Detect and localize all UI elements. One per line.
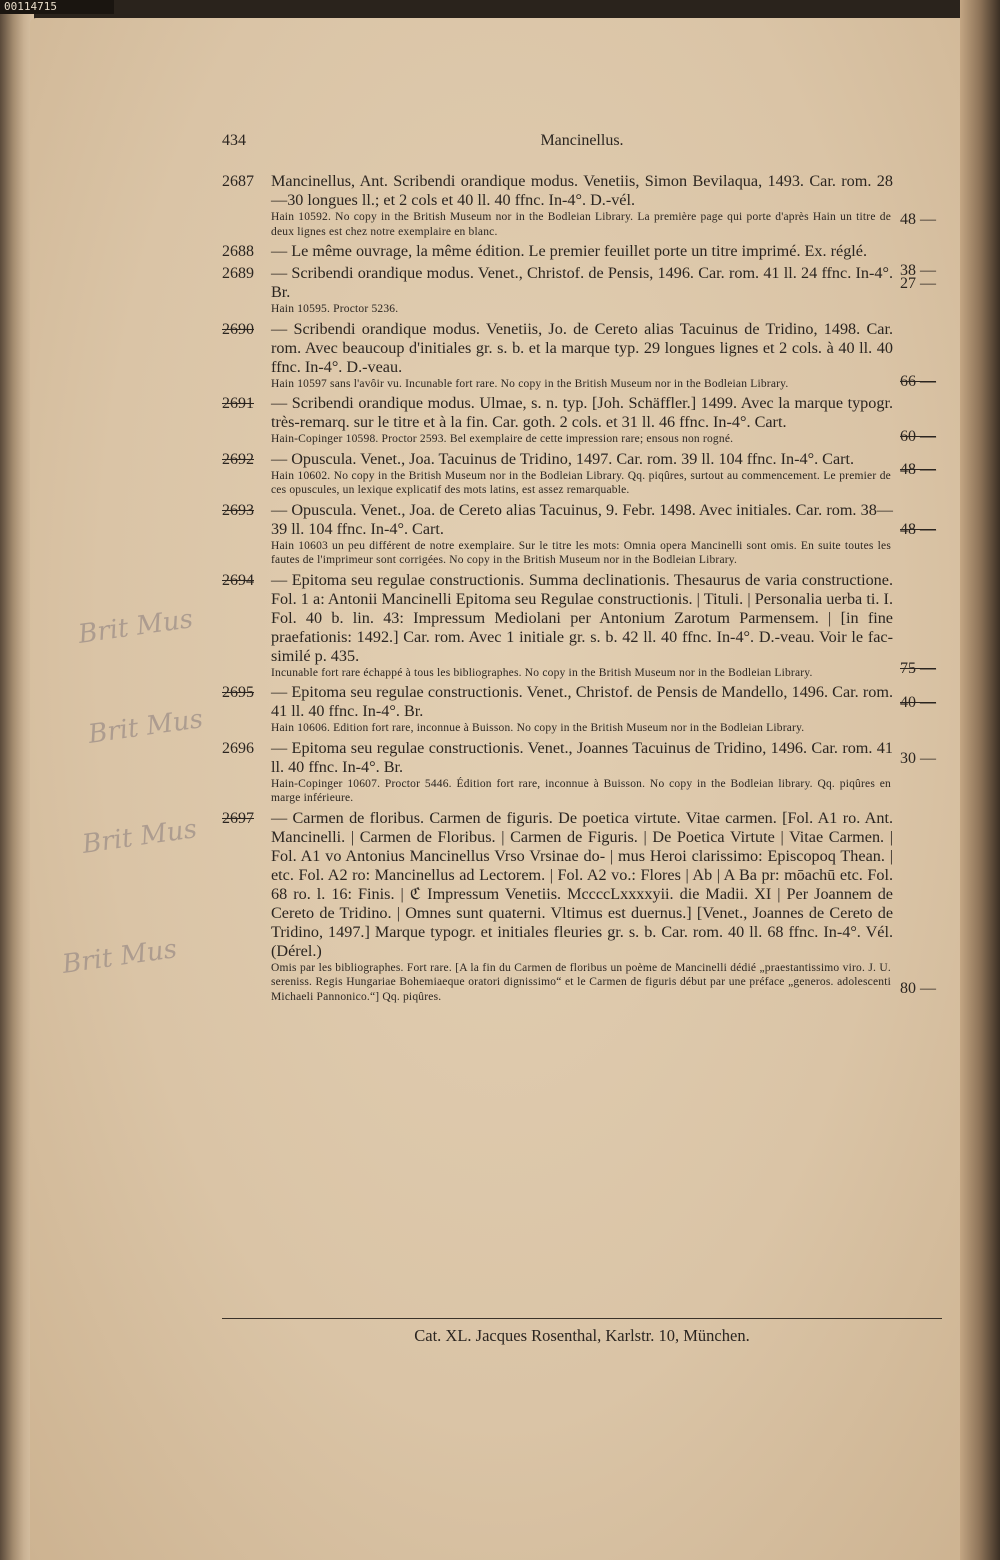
page-number: 434 bbox=[222, 132, 246, 149]
book-gutter bbox=[960, 0, 1000, 1560]
catalog-entry bbox=[222, 571, 944, 681]
lot-number: 2693 bbox=[222, 501, 254, 519]
lot-number: 2687 bbox=[222, 173, 254, 190]
lot-price: 27 — bbox=[900, 275, 936, 292]
lot-price: 80 — bbox=[900, 979, 936, 997]
catalog-entry bbox=[222, 809, 944, 1005]
entry-note: Hain 10592. No copy in the British Museum nor in the Bodleian Library. La première page qui porte d'après Hain un titre de deux lignes est chez notre exemplaire en blanc. bbox=[271, 211, 891, 238]
catalog-entry bbox=[222, 739, 944, 806]
entry-description: — Opuscula. Venet., Joa. Tacuinus de Tridino, 1497. Car. rom. 39 ll. 104 ffnc. In-4°. Cart. bbox=[271, 449, 855, 468]
catalog-entry bbox=[222, 683, 944, 736]
lot-price: 30 — bbox=[900, 749, 936, 767]
lot-number: 2695 bbox=[222, 684, 254, 701]
lot-price: 75 — bbox=[900, 659, 936, 677]
running-title: Mancinellus. bbox=[540, 132, 624, 149]
footer-rule bbox=[222, 1318, 942, 1319]
entry-description: — Opuscula. Venet., Joa. de Cereto alias Tacuinus, 9. Febr. 1498. Avec initiales. Car. rom. 38—39 ll. 104 ffnc. In-4°. Cart. bbox=[271, 500, 893, 538]
entry-description: — Le même ouvrage, la même édition. Le premier feuillet porte un titre imprimé. Ex. réglé. bbox=[271, 242, 868, 260]
page-header bbox=[222, 132, 942, 156]
entry-note: Hain 10603 un peu différent de notre exemplaire. Sur le titre les mots: Omnia opera Mancinelli sont omis. En suite toutes les fautes de l'imprimeur sont corrigées. No copy in the British Museum nor in the Bodleian Library. bbox=[271, 539, 891, 566]
catalog-entry bbox=[222, 394, 944, 447]
entry-note: Hain-Copinger 10607. Proctor 5446. Édition fort rare, inconnue à Buisson. No copy in the Bodleian library. Qq. piqûres en marge inférieure. bbox=[271, 777, 891, 804]
entry-note: Hain-Copinger 10598. Proctor 2593. Bel exemplaire de cette impression rare; ensous non rogné. bbox=[271, 433, 734, 445]
lot-number: 2697 bbox=[222, 809, 254, 827]
entry-description: Mancinellus, Ant. Scribendi orandique modus. Venetiis, Simon Bevilaqua, 1493. Car. rom. 28—30 longues ll.; et 2 cols et 40 ll. 40 ffnc. In-4°. D.-vél. bbox=[271, 172, 893, 209]
page-edge bbox=[0, 0, 34, 1560]
lot-number: 2691 bbox=[222, 395, 254, 412]
page-footer: Cat. XL. Jacques Rosenthal, Karlstr. 10, München. bbox=[414, 1326, 750, 1345]
entry-description: — Scribendi orandique modus. Ulmae, s. n. typ. [Joh. Schäffler.] 1499. Avec la marque typogr. très-remarq. sur le titre et à la fin. Car. goth. 2 cols. et 31 ll. 46 ffnc. In-4°. Cart. bbox=[271, 394, 893, 431]
catalog-entry bbox=[222, 264, 944, 317]
lot-price: 48 — bbox=[900, 211, 936, 228]
lot-number: 2694 bbox=[222, 571, 254, 589]
lot-price: 48 — bbox=[900, 460, 936, 478]
lot-price: 48 — bbox=[900, 520, 936, 538]
handwritten-note: Brit Mus bbox=[76, 604, 195, 650]
lot-price: 66 — bbox=[900, 372, 936, 390]
lot-number: 2690 bbox=[222, 320, 254, 338]
handwritten-note: Brit Mus bbox=[60, 934, 179, 980]
catalog-entry bbox=[222, 172, 944, 239]
entry-description: — Carmen de floribus. Carmen de figuris. De poetica virtute. Vitae carmen. [Fol. A1 ro. Ant. Mancinelli. | Carmen de Floribus. | Carmen de Figuris. | De Poetica Virtute | Vitae Carmen. | Fol. A1 vo Antonius Mancinellus Vrso Vrsinae do- | mus Heroi clarissimo: Episcopoq Thean. | etc. Fol. A2 ro: Mancinellus ad Lectorem. | Fol. A2 vo.: Flores | Ab | A Ba pr: mōachū etc. Fol. 68 ro. l. 16: Finis. | ℭ Impressum Venetiis. MccccLxxxxyii. die Madii. XI | Per Joannem de Cereto de Tridino. | Omnes sunt quaterni. Vltimus est duernus.] [Venet., Joannes de Cereto de Tridino, 1497.] Marque typogr. et initiales fleuries gr. s. b. Car. rom. 40 ll. 68 ffnc. In-4°. Vél. (Dérel.) bbox=[271, 808, 893, 960]
scan-stamp: 00114715 bbox=[0, 0, 114, 14]
handwritten-note: Brit Mus bbox=[86, 704, 205, 750]
lot-number: 2692 bbox=[222, 450, 254, 468]
entry-description: — Epitoma seu regulae constructionis. Venet., Christof. de Pensis de Mandello, 1496. Car. rom. 41 ll. 40 ffnc. In-4°. Br. bbox=[271, 683, 893, 720]
entry-note: Omis par les bibliographes. Fort rare. [A la fin du Carmen de floribus un poème de Mancinelli dédié „praestantissimo viro. J. U. sereniss. Regis Hungariae Bohemiaeque oratori dignissimo“ et le Carmen de figuris début par une préface „generos. adolescenti Michaeli Pannonico.“] Qq. piqûres. bbox=[271, 961, 891, 1003]
entry-note: Hain 10602. No copy in the British Museum nor in the Bodleian Library. Qq. piqûres, surtout au commencement. Le premier de ces opuscules, un lexique explicatif des mots latins, est assez remarquable. bbox=[271, 469, 891, 496]
entry-note: Hain 10606. Edition fort rare, inconnue à Buisson. No copy in the British Museum nor in the Bodleian Library. bbox=[271, 722, 805, 734]
catalog-entry bbox=[222, 320, 944, 392]
entry-description: — Scribendi orandique modus. Venetiis, Jo. de Cereto alias Tacuinus de Tridino, 1498. Car. rom. Avec beaucoup d'initiales gr. s. b. et la marque typ. 29 longues lignes et 2 cols. à 40 ll. 40 ffnc. In-4°. D.-veau. bbox=[271, 319, 893, 376]
lot-price: 40 — bbox=[900, 694, 936, 711]
lot-price: 38 — bbox=[900, 262, 936, 279]
catalog-entry bbox=[222, 501, 944, 568]
entry-note: Hain 10595. Proctor 5236. bbox=[271, 303, 399, 315]
entry-note: Hain 10597 sans l'avôir vu. Incunable fort rare. No copy in the British Museum nor in the Bodleian Library. bbox=[271, 377, 789, 390]
entry-description: — Scribendi orandique modus. Venet., Christof. de Pensis, 1496. Car. rom. 41 ll. 24 ffnc. In-4°. Br. bbox=[271, 264, 893, 301]
catalog-entries bbox=[222, 172, 944, 1007]
lot-number: 2696 bbox=[222, 739, 254, 757]
lot-number: 2688 bbox=[222, 243, 254, 260]
entry-description: — Epitoma seu regulae constructionis. Summa declinationis. Thesaurus de varia constructione. Fol. 1 a: Antonii Mancinelli Epitoma seu Regulae constructionis. | Tituli. | Personalia uerba ti. I. Fol. 40 b. lin. 43: Impressum Mediolani per Antonium Zarotum Parmensem. | [in fine praefationis: 1492.] Car. rom. Avec 1 initiale gr. s. b. 42 ll. 40 ffnc. In-4°. D.-veau. Voir le fac-similé p. 435. bbox=[271, 570, 893, 665]
entry-description: — Epitoma seu regulae constructionis. Venet., Joannes Tacuinus de Tridino, 1496. Car. rom. 41 ll. 40 ffnc. In-4°. Br. bbox=[271, 738, 893, 776]
handwritten-note: Brit Mus bbox=[80, 814, 199, 860]
catalog-entry bbox=[222, 450, 944, 498]
lot-number: 2689 bbox=[222, 265, 254, 282]
entry-note: Incunable fort rare échappé à tous les bibliographes. No copy in the British Museum nor in the Bodleian Library. bbox=[271, 666, 813, 679]
lot-price: 60 — bbox=[900, 428, 936, 445]
